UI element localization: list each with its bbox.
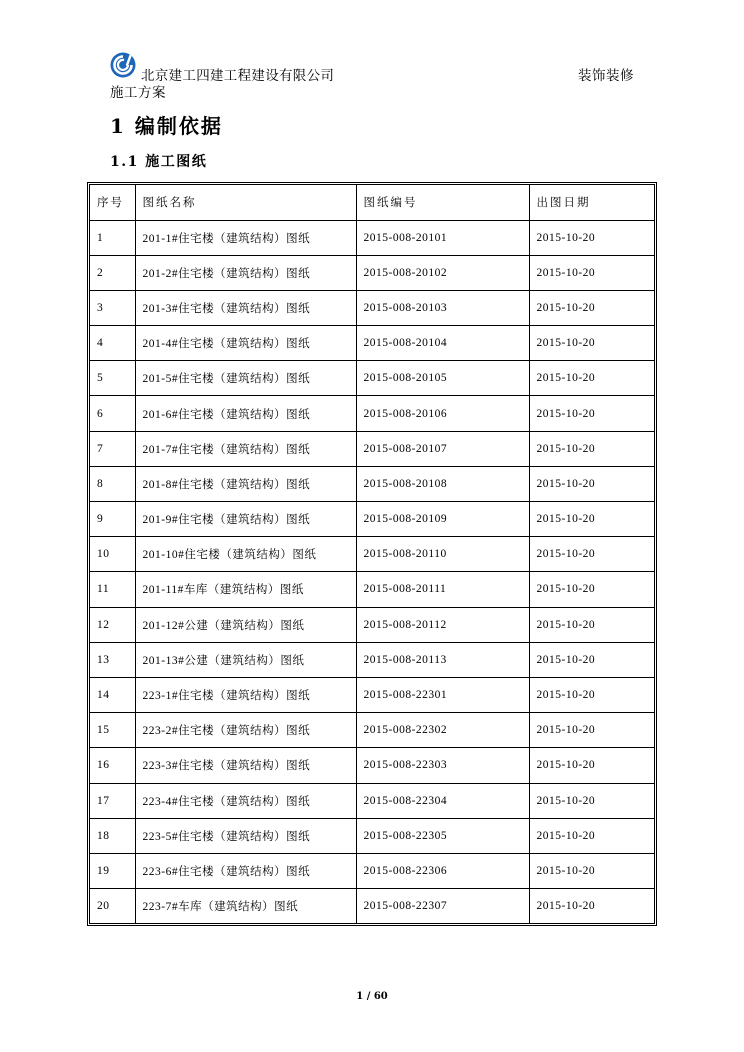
row-number-cell: 19 (90, 853, 135, 888)
drawing-name-cell: 201-2#住宅楼（建筑结构）图纸 (135, 255, 356, 290)
drawing-name-cell: 223-2#住宅楼（建筑结构）图纸 (135, 713, 356, 748)
drawing-number-cell: 2015-008-22305 (356, 818, 529, 853)
drawing-number-cell: 2015-008-22302 (356, 713, 529, 748)
issue-date-cell: 2015-10-20 (529, 642, 654, 677)
drawing-name-cell: 223-7#车库（建筑结构）图纸 (135, 889, 356, 924)
row-number-cell: 13 (90, 642, 135, 677)
document-subtitle: 施工方案 (110, 85, 166, 101)
drawing-number-cell: 2015-008-20105 (356, 361, 529, 396)
drawing-number-cell: 2015-008-20108 (356, 466, 529, 501)
row-number-cell: 10 (90, 537, 135, 572)
drawing-number-cell: 2015-008-22301 (356, 677, 529, 712)
drawing-name-cell: 223-3#住宅楼（建筑结构）图纸 (135, 748, 356, 783)
drawing-name-cell: 201-7#住宅楼（建筑结构）图纸 (135, 431, 356, 466)
drawing-number-cell: 2015-008-20107 (356, 431, 529, 466)
table-row (90, 572, 654, 607)
row-number-cell: 7 (90, 431, 135, 466)
issue-date-cell: 2015-10-20 (529, 290, 654, 325)
issue-date-cell: 2015-10-20 (529, 431, 654, 466)
row-number-cell: 16 (90, 748, 135, 783)
row-number-cell: 9 (90, 502, 135, 537)
drawing-name-cell: 223-4#住宅楼（建筑结构）图纸 (135, 783, 356, 818)
issue-date-cell: 2015-10-20 (529, 220, 654, 255)
company-logo-icon (110, 52, 136, 78)
row-number-cell: 5 (90, 361, 135, 396)
table-row (90, 396, 654, 431)
table-row (90, 748, 654, 783)
issue-date-cell: 2015-10-20 (529, 783, 654, 818)
table-row (90, 783, 654, 818)
table-row (90, 818, 654, 853)
table-row (90, 431, 654, 466)
issue-date-cell: 2015-10-20 (529, 255, 654, 290)
row-number-cell: 14 (90, 677, 135, 712)
row-number-cell: 3 (90, 290, 135, 325)
drawing-number-cell: 2015-008-20109 (356, 502, 529, 537)
drawing-name-cell: 201-13#公建（建筑结构）图纸 (135, 642, 356, 677)
issue-date-cell: 2015-10-20 (529, 361, 654, 396)
issue-date-cell: 2015-10-20 (529, 748, 654, 783)
table-header-row (90, 185, 654, 220)
row-number-cell: 11 (90, 572, 135, 607)
column-header: 序号 (90, 185, 135, 220)
issue-date-cell: 2015-10-20 (529, 677, 654, 712)
drawing-name-cell: 201-12#公建（建筑结构）图纸 (135, 607, 356, 642)
drawing-number-cell: 2015-008-20112 (356, 607, 529, 642)
table-row (90, 713, 654, 748)
table-row (90, 361, 654, 396)
table-row (90, 466, 654, 501)
drawing-name-cell: 201-3#住宅楼（建筑结构）图纸 (135, 290, 356, 325)
row-number-cell: 6 (90, 396, 135, 431)
issue-date-cell: 2015-10-20 (529, 326, 654, 361)
issue-date-cell: 2015-10-20 (529, 607, 654, 642)
drawing-name-cell: 201-10#住宅楼（建筑结构）图纸 (135, 537, 356, 572)
drawing-number-cell: 2015-008-20113 (356, 642, 529, 677)
drawing-number-cell: 2015-008-20102 (356, 255, 529, 290)
drawings-table (87, 182, 657, 926)
drawing-number-cell: 2015-008-20103 (356, 290, 529, 325)
issue-date-cell: 2015-10-20 (529, 853, 654, 888)
column-header: 图纸名称 (135, 185, 356, 220)
company-name: 北京建工四建工程建设有限公司 (141, 68, 335, 84)
row-number-cell: 2 (90, 255, 135, 290)
department-label: 装饰装修 (578, 68, 634, 84)
row-number-cell: 12 (90, 607, 135, 642)
row-number-cell: 1 (90, 220, 135, 255)
table-row (90, 502, 654, 537)
drawing-number-cell: 2015-008-20104 (356, 326, 529, 361)
drawing-name-cell: 223-5#住宅楼（建筑结构）图纸 (135, 818, 356, 853)
drawing-number-cell: 2015-008-20111 (356, 572, 529, 607)
column-header: 出图日期 (529, 185, 654, 220)
drawing-number-cell: 2015-008-20101 (356, 220, 529, 255)
drawing-name-cell: 201-9#住宅楼（建筑结构）图纸 (135, 502, 356, 537)
row-number-cell: 17 (90, 783, 135, 818)
table-row (90, 326, 654, 361)
table-row (90, 642, 654, 677)
drawing-number-cell: 2015-008-22304 (356, 783, 529, 818)
issue-date-cell: 2015-10-20 (529, 502, 654, 537)
drawing-name-cell: 223-1#住宅楼（建筑结构）图纸 (135, 677, 356, 712)
drawing-number-cell: 2015-008-20106 (356, 396, 529, 431)
drawing-name-cell: 201-11#车库（建筑结构）图纸 (135, 572, 356, 607)
drawing-name-cell: 201-6#住宅楼（建筑结构）图纸 (135, 396, 356, 431)
subsection-heading: 1.1 施工图纸 (110, 154, 208, 170)
row-number-cell: 20 (90, 889, 135, 924)
table-row (90, 537, 654, 572)
table-row (90, 889, 654, 924)
row-number-cell: 4 (90, 326, 135, 361)
issue-date-cell: 2015-10-20 (529, 889, 654, 924)
issue-date-cell: 2015-10-20 (529, 818, 654, 853)
table-row (90, 255, 654, 290)
drawing-number-cell: 2015-008-22307 (356, 889, 529, 924)
table-row (90, 220, 654, 255)
issue-date-cell: 2015-10-20 (529, 713, 654, 748)
row-number-cell: 15 (90, 713, 135, 748)
issue-date-cell: 2015-10-20 (529, 537, 654, 572)
row-number-cell: 18 (90, 818, 135, 853)
drawing-number-cell: 2015-008-22303 (356, 748, 529, 783)
drawing-number-cell: 2015-008-22306 (356, 853, 529, 888)
drawing-name-cell: 201-1#住宅楼（建筑结构）图纸 (135, 220, 356, 255)
drawing-name-cell: 201-8#住宅楼（建筑结构）图纸 (135, 466, 356, 501)
issue-date-cell: 2015-10-20 (529, 572, 654, 607)
row-number-cell: 8 (90, 466, 135, 501)
issue-date-cell: 2015-10-20 (529, 396, 654, 431)
page-number: 1 / 60 (356, 991, 388, 1002)
table-row (90, 853, 654, 888)
table-row (90, 290, 654, 325)
drawing-name-cell: 201-4#住宅楼（建筑结构）图纸 (135, 326, 356, 361)
issue-date-cell: 2015-10-20 (529, 466, 654, 501)
table-row (90, 607, 654, 642)
drawing-number-cell: 2015-008-20110 (356, 537, 529, 572)
drawing-name-cell: 223-6#住宅楼（建筑结构）图纸 (135, 853, 356, 888)
drawing-name-cell: 201-5#住宅楼（建筑结构）图纸 (135, 361, 356, 396)
section-heading: 1 编制依据 (110, 114, 223, 138)
table-row (90, 677, 654, 712)
column-header: 图纸编号 (356, 185, 529, 220)
